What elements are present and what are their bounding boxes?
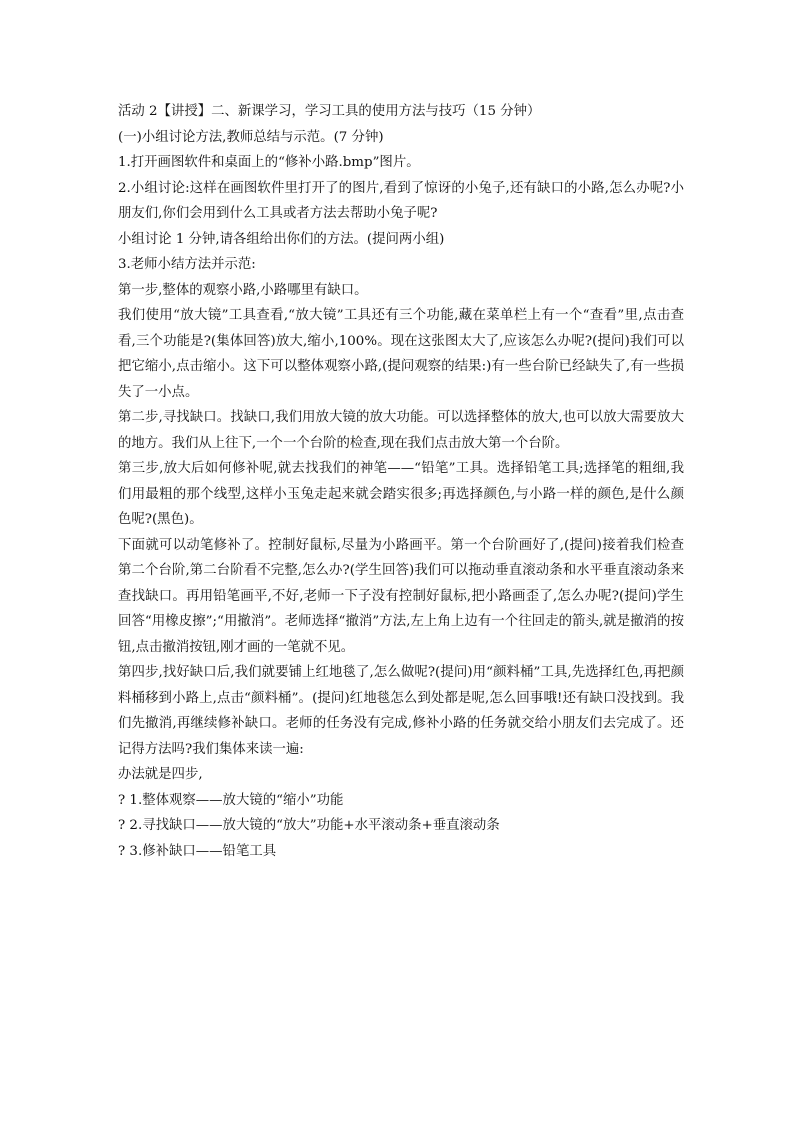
section-heading: 活动 2【讲授】二、新课学习，学习工具的使用方法与技巧（15 分钟） <box>118 104 541 119</box>
subsection-heading: (一)小组讨论方法,教师总结与示范。(7 分钟) <box>118 129 384 145</box>
method-list-item: ? 2.寻找缺口——放大镜的“放大”功能+水平滚动条+垂直滚动条 <box>118 818 500 833</box>
magnifier-paragraph: 我们使用“放大镜”工具查看,“放大镜”工具还有三个功能,藏在菜单栏上有一个“查看”里,点击查看,三个功能是?(集体回答)放大,缩小,100%。现在这张图太大了,应该怎么办呢?(提问)我们可以把它缩小,点击缩小。这下可以整体观察小路,(提问观察的结果:)有一些台阶已经缺失了,有一些损失了一小点。 <box>118 308 684 400</box>
step-three-pencil: 第三步,放大后如何修补呢,就去找我们的神笔——“铅笔”工具。选择铅笔工具;选择笔的粗细,我们用最粗的那个线型,这样小玉兔走起来就会踏实很多;再选择颜色,与小路一样的颜色,是什么颜色呢?(黑色)。 <box>118 461 684 527</box>
method-list-item: ? 1.整体观察——放大镜的“缩小”功能 <box>118 792 344 808</box>
step-open-image: 1.打开画图软件和桌面上的“修补小路.bmp”图片。 <box>118 155 420 170</box>
drawing-instructions: 下面就可以动笔修补了。控制好鼠标,尽量为小路画平。第一个台阶画好了,(提问)接着我们检查第二个台阶,第二台阶看不完整,怎么办?(学生回答)我们可以拖动垂直滚动条和水平垂直滚动条来查找缺口。再用铅笔画平,不好,老师一下子没有控制好鼠标,把小路画歪了,怎么办呢?(提问)学生回答“用橡皮擦”;“用撤消”。老师选择“撤消”方法,左上角上边有一个往回走的箭头,就是撤消的按钮,点击撤消按钮,刚才画的一笔就不见。 <box>118 537 684 655</box>
step-two-find-gap: 第二步,寻找缺口。找缺口,我们用放大镜的放大功能。可以选择整体的放大,也可以放大需要放大的地方。我们从上往下,一个一个台阶的检查,现在我们点击放大第一个台阶。 <box>118 410 684 451</box>
discussion-time-note: 小组讨论 1 分钟,请各组给出你们的方法。(提问两小组) <box>118 231 445 247</box>
document-body <box>118 99 684 864</box>
step-group-discussion: 2.小组讨论:这样在画图软件里打开了的图片,看到了惊讶的小兔子,还有缺口的小路,怎么办呢?小朋友们,你们会用到什么工具或者方法去帮助小兔子呢? <box>118 180 684 221</box>
method-list-item: ? 3.修补缺口——铅笔工具 <box>118 843 277 859</box>
step-four-paint-bucket: 第四步,找好缺口后,我们就要铺上红地毯了,怎么做呢?(提问)用“颜料桶”工具,先选择红色,再把颜料桶移到小路上,点击“颜料桶”。(提问)红地毯怎么到处都是呢,怎么回事哦!还有缺口没找到。我们先撤消,再继续修补缺口。老师的任务没有完成,修补小路的任务就交给小朋友们去完成了。还记得方法吗?我们集体来读一遍: <box>118 665 684 757</box>
teacher-summary-heading: 3.老师小结方法并示范: <box>118 257 256 272</box>
method-summary-intro: 办法就是四步, <box>118 767 203 782</box>
step-one-observe: 第一步,整体的观察小路,小路哪里有缺口。 <box>118 282 368 298</box>
